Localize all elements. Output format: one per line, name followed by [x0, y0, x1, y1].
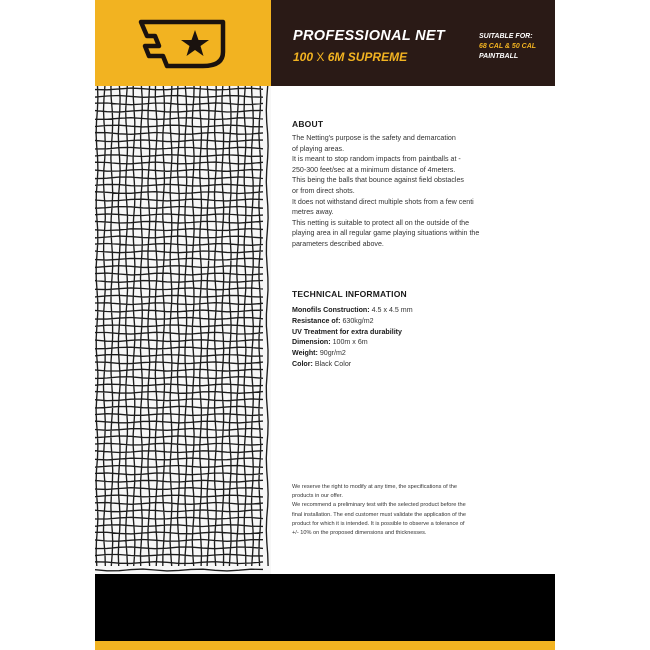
- spec-label: Color:: [292, 359, 313, 368]
- suitable-calibers: 68 CAL & 50 CAL: [479, 43, 537, 50]
- about-line: or from direct shots.: [292, 186, 355, 195]
- about-line: of playing areas.: [292, 144, 345, 153]
- technical-heading: TECHNICAL INFORMATION: [292, 289, 407, 299]
- spec-label: Weight:: [292, 349, 318, 358]
- about-line: metres away.: [292, 208, 334, 217]
- spec-label: Resistance of:: [292, 316, 341, 325]
- spec-label: Dimension:: [292, 338, 331, 347]
- suitable-sport: PAINTBALL: [479, 53, 519, 60]
- spec-value: 100m x 6m: [330, 338, 368, 347]
- header-title-panel: [271, 0, 555, 86]
- product-subtitle: [293, 50, 407, 64]
- about-line: This being the balls that bounce against field obstacles: [292, 176, 464, 185]
- spec-row: [292, 337, 532, 348]
- about-line: parameters described above.: [292, 239, 384, 248]
- spec-row: [292, 348, 532, 359]
- disclaimer-line: We recommend a preliminary test with the selected product before the: [292, 502, 466, 509]
- spec-value: 4.5 x 4.5 mm: [369, 306, 413, 314]
- header-logo-panel: [95, 0, 271, 86]
- about-line: playing area in all regular game playing situations within the: [292, 229, 480, 238]
- spec-label: Monofils Construction:: [292, 306, 370, 314]
- about-heading: ABOUT: [292, 119, 324, 129]
- disclaimer-line: final installation. The end customer must validate the application of the: [292, 511, 467, 518]
- netting-image: [95, 86, 271, 574]
- spec-row: [292, 305, 532, 316]
- suitable-for: [479, 32, 536, 62]
- about-line: It does not withstand direct multiple shots from a few centi: [292, 197, 474, 206]
- spec-value: Black Color: [312, 359, 352, 368]
- disclaimer-text: [292, 483, 542, 538]
- spec-value: 630kg/m2: [340, 316, 374, 325]
- subtitle-length: 100: [293, 50, 314, 64]
- about-line: The Netting's purpose is the safety and demarcation: [292, 134, 456, 142]
- product-title: PROFESSIONAL NET: [293, 28, 445, 44]
- net-photo: [95, 86, 271, 574]
- disclaimer-line: products in our offer.: [292, 493, 343, 500]
- footer-accent-strip: [95, 641, 555, 650]
- star-wing-logo-icon: [137, 16, 229, 72]
- subtitle-times: X: [316, 50, 325, 64]
- suitable-label: SUITABLE FOR:: [479, 33, 533, 40]
- about-line: It is meant to stop random impacts from paintballs at -: [292, 155, 461, 164]
- footer-band: [95, 574, 555, 641]
- disclaimer-line: +/- 10% on the proposed dimensions and thicknesses.: [292, 530, 427, 537]
- product-sheet: [95, 0, 555, 650]
- about-line: This netting is suitable to protect all on the outside of the: [292, 218, 470, 227]
- spec-label: UV Treatment for extra durability: [292, 327, 402, 336]
- spec-row: [292, 316, 532, 327]
- spec-value: 90gr/m2: [317, 349, 346, 358]
- disclaimer-line: product for which it is intended. It is possible to observe a tolerance of: [292, 520, 465, 527]
- net-mesh: [95, 86, 268, 571]
- about-line: 250-300 feet/sec at a minimum distance of 4meters.: [292, 165, 456, 174]
- about-text: [292, 133, 532, 250]
- disclaimer-line: We reserve the right to modify at any time, the specifications of the: [292, 484, 457, 490]
- subtitle-height: 6M SUPREME: [327, 50, 408, 64]
- spec-row: [292, 359, 532, 370]
- technical-specs: [292, 305, 532, 370]
- spec-row: [292, 327, 532, 338]
